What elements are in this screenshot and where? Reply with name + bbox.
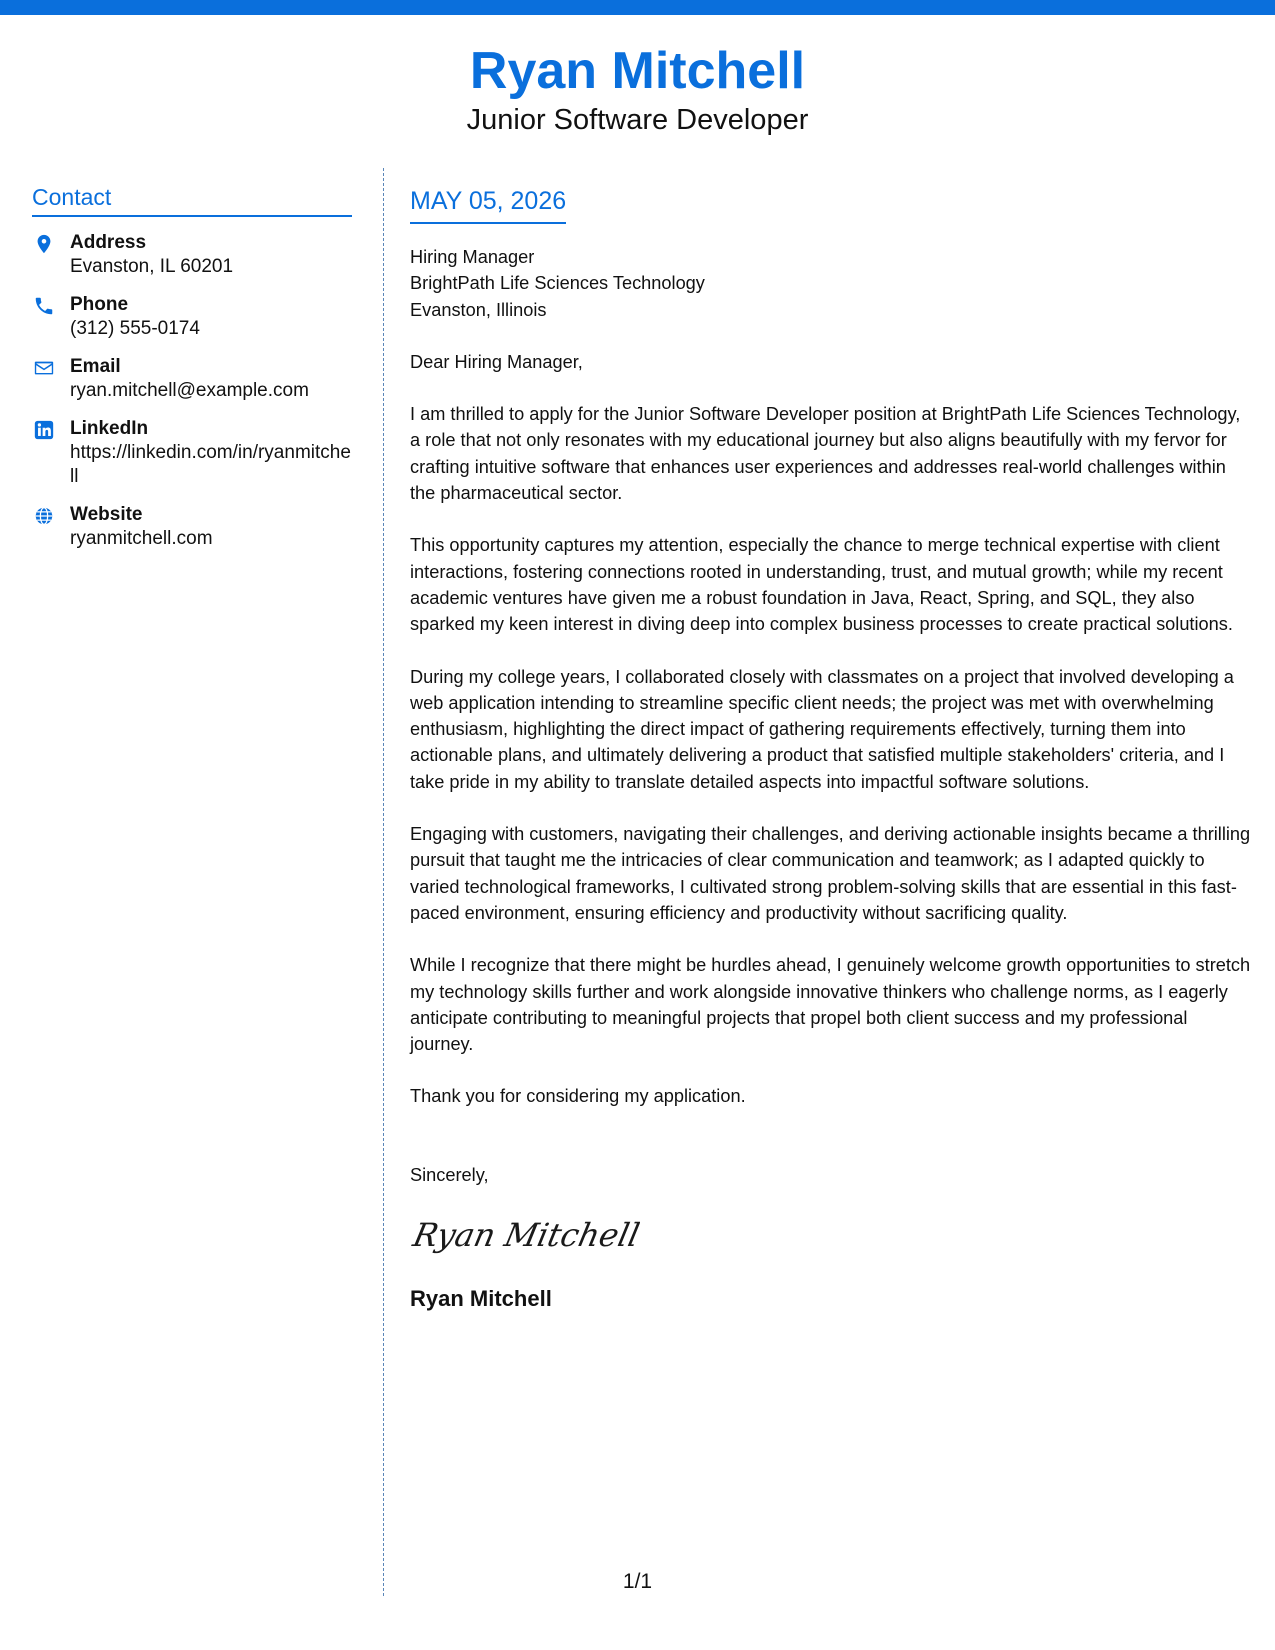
letter-paragraph: While I recognize that there might be hurdles ahead, I genuinely welcome growth opportunities to stretch my technology skills further and work alongside innovative thinkers who challenge norms, as I eagerly anticipate contributing to meaningful projects that propel both client success and my professional journey.	[410, 955, 1251, 1055]
closing-line: Thank you for considering my application.	[410, 1086, 746, 1107]
contact-label: Phone	[70, 294, 129, 315]
phone-value: (312) 555-0174	[70, 318, 200, 339]
recipient-line: Hiring Manager	[410, 247, 535, 267]
salutation: Dear Hiring Manager,	[410, 351, 583, 372]
signer-name: Ryan Mitchell	[410, 1286, 552, 1312]
map-pin-icon	[32, 232, 56, 256]
letter-body	[410, 186, 1255, 1312]
header	[0, 40, 1275, 138]
letter-paragraph: During my college years, I collaborated closely with classmates on a project that involved developing a web application intending to streamline specific client needs; the project was met with overwhelming enthusiasm, highlighting the direct impact of gathering requirements effectively, turning them into actionable plans, and ultimately delivering a product that satisfied multiple stakeholders' criteria, and I take pride in my ability to translate detailed aspects into impactful software solutions.	[410, 666, 1234, 792]
letter-paragraph: This opportunity captures my attention, especially the chance to merge technical expertise with client interactions, fostering connections rooted in understanding, trust, and mutual growth; while my recent academic ventures have given me a robust foundation in Java, React, Spring, and SQL, they also sparked my keen interest in diving deep into complex business processes to create practical solutions.	[410, 535, 1233, 635]
letter-paragraph: Engaging with customers, navigating their challenges, and deriving actionable insights became a thrilling pursuit that taught me the intricacies of clear communication and teamwork; as I adapted quickly to varied technological frameworks, I cultivated strong problem-solving skills that are essential in this fast-paced environment, ensuring efficiency and productivity without sacrificing quality.	[410, 824, 1251, 923]
contact-label: Website	[70, 504, 143, 525]
contact-address	[32, 231, 352, 279]
recipient-line: BrightPath Life Sciences Technology	[410, 273, 705, 294]
svg-text:Ryan Mitchell: Ryan Mitchell	[410, 1216, 640, 1254]
globe-icon	[32, 504, 56, 528]
phone-icon	[32, 294, 56, 318]
contact-heading: Contact	[32, 184, 352, 217]
linkedin-link[interactable]: https://linkedin.com/in/ryanmitchell	[70, 442, 351, 487]
contact-list	[32, 231, 352, 551]
applicant-name: Ryan Mitchell	[469, 42, 806, 100]
top-accent-bar	[0, 0, 1275, 15]
recipient-block	[410, 244, 1255, 323]
handwritten-signature	[410, 1206, 1255, 1266]
contact-linkedin	[32, 417, 352, 489]
recipient-line: Evanston, Illinois	[410, 299, 547, 320]
contact-email	[32, 355, 352, 403]
letter-date: MAY 05, 2026	[410, 186, 566, 224]
page-number: 1/1	[622, 1570, 653, 1593]
address-value: Evanston, IL 60201	[70, 256, 234, 277]
contact-label: Address	[70, 232, 147, 253]
contact-sidebar	[32, 184, 352, 565]
contact-phone	[32, 293, 352, 341]
contact-label: Email	[70, 356, 121, 377]
envelope-icon	[32, 356, 56, 380]
letter-paragraph: I am thrilled to apply for the Junior Software Developer position at BrightPath Life Sciences Technology, a role that not only resonates with my educational journey but also aligns beautifully with my fervor for crafting intuitive software that enhances user experiences and addresses real-world challenges within the pharmaceutical sector.	[410, 404, 1241, 504]
linkedin-icon	[32, 418, 56, 442]
email-link[interactable]: ryan.mitchell@example.com	[70, 380, 309, 401]
signoff: Sincerely,	[410, 1164, 489, 1185]
column-divider	[383, 168, 384, 1596]
signature-drawing	[410, 1206, 640, 1266]
contact-label: LinkedIn	[70, 418, 149, 439]
website-link[interactable]: ryanmitchell.com	[70, 528, 213, 549]
contact-website	[32, 503, 352, 551]
job-title: Junior Software Developer	[466, 104, 809, 136]
